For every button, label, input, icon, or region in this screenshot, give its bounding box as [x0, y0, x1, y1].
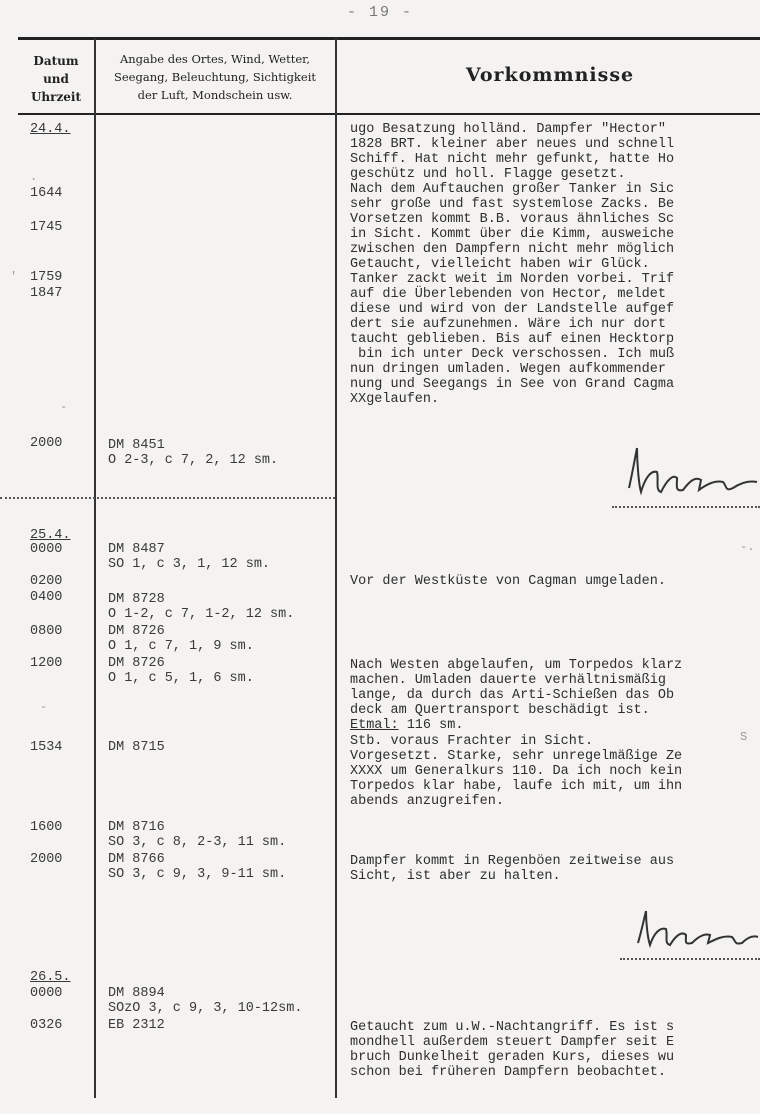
time-entry: 1745: [30, 220, 63, 235]
event-line: dert sie aufzunehmen. Wäre ich nur dort: [350, 317, 666, 332]
location-weather-entry: DM 8487 SO 1, c 3, 1, 12 sm.: [108, 542, 271, 572]
time-entry: 2000: [30, 436, 63, 451]
date-entry: 24.4.: [30, 122, 71, 137]
event-line: bin ich unter Deck verschossen. Ich muß: [350, 347, 675, 362]
time-entry: 0200: [30, 574, 63, 589]
event-line: Vorsetzen kommt B.B. voraus ähnliches Sc: [350, 212, 675, 227]
time-entry: 0400: [30, 590, 63, 605]
event-line: diese und wird von der Landstelle aufgef: [350, 302, 675, 317]
event-line: abends anzugreifen.: [350, 794, 504, 809]
time-entry: 0800: [30, 624, 63, 639]
event-line: XXXX um Generalkurs 110. Da ich noch kein: [350, 764, 683, 779]
location-weather-entry: DM 8726 O 1, c 5, 1, 6 sm.: [108, 656, 254, 686]
margin-mark: -: [40, 700, 48, 714]
event-line: mondhell außerdem steuert Dampfer seit E: [350, 1035, 675, 1050]
event-text: [350, 122, 760, 407]
event-line: machen. Umladen dauerte verhältnismäßig: [350, 673, 666, 688]
event-line: nung und Seegangs in See von Grand Cagma: [350, 377, 675, 392]
time-entry: 0000: [30, 542, 63, 557]
event-text: [350, 1020, 760, 1080]
location-weather-entry: DM 8728 O 1-2, c 7, 1-2, 12 sm.: [108, 592, 295, 622]
entry-separator: [620, 958, 760, 960]
event-line: in Sicht. Kommt über die Kimm, ausweiche: [350, 227, 675, 242]
event-line: auf die Überlebenden von Hector, meldet: [350, 287, 666, 302]
event-text: [350, 658, 760, 718]
event-line: Getaucht, vielleicht haben wir Glück.: [350, 257, 650, 272]
event-line: Sicht, ist aber zu halten.: [350, 869, 561, 884]
time-entry: 1847: [30, 286, 63, 301]
time-entry: 1200: [30, 656, 63, 671]
event-line: deck am Quertransport beschädigt ist.: [350, 703, 650, 718]
event-line: Torpedos klar habe, laufe ich mit, um ihn: [350, 779, 683, 794]
location-weather-entry: DM 8716 SO 3, c 8, 2-3, 11 sm.: [108, 820, 287, 850]
header-date-time: Datum und Uhrzeit: [30, 54, 82, 104]
header-location-weather: Angabe des Ortes, Wind, Wetter, Seegang, Beleuchtung, Sichtigkeit der Luft, Mondschein usw.: [113, 52, 317, 102]
event-line: Nach Westen abgelaufen, um Torpedos klarz: [350, 658, 683, 673]
date-entry: 25.4.: [30, 528, 71, 543]
event-line: Tanker zackt weit im Norden vorbei. Trif: [350, 272, 675, 287]
location-weather-entry: DM 8726 O 1, c 7, 1, 9 sm.: [108, 624, 254, 654]
event-text: [350, 734, 760, 809]
top-rule: [18, 37, 760, 40]
location-weather-entry: DM 8451 O 2-3, c 7, 2, 12 sm.: [108, 438, 279, 468]
event-line: bruch Dunkelheit geraden Kurs, dieses wu: [350, 1050, 675, 1065]
event-line: 1828 BRT. kleiner aber neues und schnell: [350, 137, 675, 152]
event-text: [350, 854, 760, 884]
event-text: Vor der Westküste von Cagman umgeladen.: [350, 574, 666, 589]
page-number: - 19 -: [346, 4, 413, 21]
event-line: ugo Besatzung holländ. Dampfer "Hector": [350, 122, 666, 137]
event-line: XXgelaufen.: [350, 392, 440, 407]
time-entry: 0000: [30, 986, 63, 1001]
etmal-line: Etmal: 116 sm.: [350, 718, 464, 733]
event-line: taucht geblieben. Bis auf einen Hecktorp: [350, 332, 675, 347]
event-line: sehr große und fast systemlose Zacks. Be: [350, 197, 675, 212]
event-line: Getaucht zum u.W.-Nachtangriff. Es ist s: [350, 1020, 675, 1035]
event-line: nun dringen umladen. Wegen aufkommender: [350, 362, 666, 377]
time-entry: 1600: [30, 820, 63, 835]
location-weather-entry: EB 2312: [108, 1018, 165, 1033]
margin-mark: .: [30, 170, 38, 184]
location-weather-entry: DM 8766 SO 3, c 9, 3, 9-11 sm.: [108, 852, 287, 882]
event-line: Stb. voraus Frachter in Sicht.: [350, 734, 594, 749]
entry-separator: [612, 506, 760, 508]
column-divider-1: [94, 38, 96, 1098]
event-line: Schiff. Hat nicht mehr gefunkt, hatte Ho: [350, 152, 675, 167]
time-entry: 1759: [30, 270, 63, 285]
event-line: Nach dem Auftauchen großer Tanker in Sic: [350, 182, 675, 197]
margin-mark: S: [740, 730, 748, 744]
time-entry: 2000: [30, 852, 63, 867]
time-entry: 1644: [30, 186, 63, 201]
event-line: Dampfer kommt in Regenböen zeitweise aus: [350, 854, 675, 869]
column-divider-2: [335, 38, 337, 1098]
event-line: schon bei früheren Dampfern beobachtet.: [350, 1065, 666, 1080]
location-weather-entry: DM 8894 SOzO 3, c 9, 3, 10-12sm.: [108, 986, 303, 1016]
signature: [628, 905, 760, 955]
event-line: lange, da durch das Arti-Schießen das Ob: [350, 688, 675, 703]
signature: [615, 440, 760, 510]
margin-mark: -: [60, 400, 68, 414]
event-line: zwischen den Dampfern nicht mehr möglich: [350, 242, 675, 257]
entry-separator: [0, 497, 335, 499]
time-entry: 0326: [30, 1018, 63, 1033]
header-bottom-rule: [18, 113, 760, 115]
location-weather-entry: DM 8715: [108, 740, 165, 755]
margin-mark: -.: [740, 540, 755, 554]
header-events: Vorkommnisse: [465, 64, 635, 86]
time-entry: 1534: [30, 740, 63, 755]
margin-mark: ': [10, 270, 18, 284]
date-entry: 26.5.: [30, 970, 71, 985]
event-line: geschütz und holl. Flagge gesetzt.: [350, 167, 626, 182]
event-line: Vorgesetzt. Starke, sehr unregelmäßige Ze: [350, 749, 683, 764]
